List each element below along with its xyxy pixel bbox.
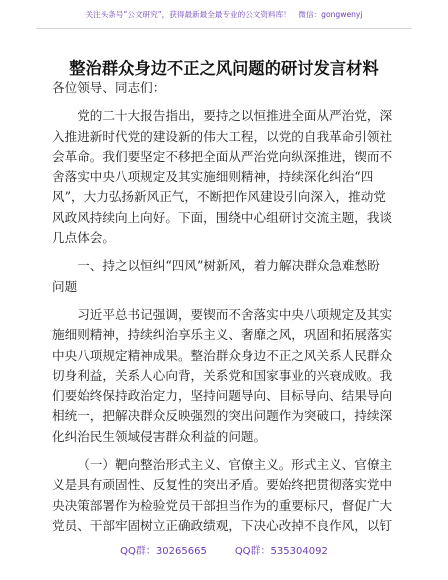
paragraph-line: 会革命。我们要坚定不移把全面从严治党向纵深推进，锲而不: [52, 148, 393, 164]
paragraph-line: 入推进新时代党的建设新的伟大工程，以党的自我革命引领社: [52, 128, 393, 144]
paragraph-line: 几点体会。: [52, 230, 115, 246]
header-banner: 关注头条号“公文研究”，获得最新最全最专业的公文资料库！ 微信：gongwenyj: [85, 10, 363, 19]
paragraph-line: 施细则精神，持续纠治享乐主义、奢靡之风，巩固和拓展落实: [52, 327, 393, 343]
paragraph-line: 习近平总书记强调，要锲而不舍落实中央八项规定及其实: [77, 306, 393, 322]
section-heading-line: 问题: [52, 278, 78, 294]
document-title: 整治群众身边不正之风问题的研讨发言材料: [69, 59, 379, 78]
paragraph-line: 相统一，把解决群众反映强烈的突出问题作为突破口，持续深: [52, 408, 393, 424]
paragraph-line: 党员、干部牢固树立正确政绩观，下决心改掉不良作风，以钉: [52, 517, 393, 533]
paragraph: [52, 106, 402, 248]
paragraph: [52, 305, 402, 447]
paragraph-line: 舍落实中央八项规定及其实施细则精神，持续深化纠治“四: [52, 169, 374, 185]
header-divider: [36, 28, 412, 29]
salutation: 各位领导、同志们：: [52, 80, 166, 95]
section-heading-line: 一、持之以恒纠“四风”树新风，着力解决群众急难愁盼: [77, 258, 380, 274]
paragraph-line: 风政风持续向上向好。下面，围绕中心组研讨交流主题，我谈: [52, 209, 393, 225]
footer-contact: [0, 542, 448, 557]
footer-qq-group-2: QQ群：535304092: [234, 546, 328, 557]
paragraph-line: 们要始终保持政治定力，坚持问题导向、目标导向、结果导向: [52, 388, 393, 404]
paragraph-line: 央决策部署作为检验党员干部担当作为的重要标尺，督促广大: [52, 497, 393, 513]
paragraph-line: 化纠治民生领域侵害群众利益的问题。: [52, 428, 267, 444]
paragraph: [52, 455, 402, 536]
section-heading: [52, 256, 402, 297]
paragraph-line: 党的二十大报告指出，要持之以恒推进全面从严治党，深: [77, 108, 393, 124]
paragraph-line: 风”，大力弘扬新风正气，不断把作风建设引向深入，推动党: [52, 189, 386, 205]
paragraph-line: 义是具有顽固性、反复性的突出矛盾。要始终把贯彻落实党中: [52, 477, 393, 493]
paragraph-line: 切身利益，关系人心向背，关系党和国家事业的兴衰成败。我: [52, 367, 393, 383]
paragraph-line: （一）靶向整治形式主义、官僚主义。形式主义、官僚主: [77, 457, 393, 473]
paragraph-line: 中央八项规定精神成果。整治群众身边不正之风关系人民群众: [52, 347, 393, 363]
document-body: [52, 78, 402, 536]
footer-qq-group-1: QQ群：30265665: [120, 546, 207, 557]
